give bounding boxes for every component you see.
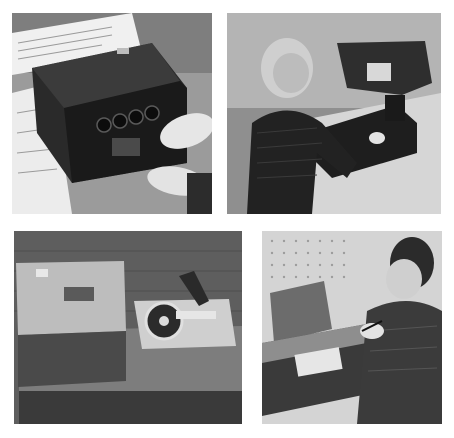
desk-reader-device-photo — [12, 13, 212, 214]
recorder-unit-photo — [14, 231, 242, 424]
man-writing-at-machine-photo — [262, 231, 442, 424]
girl-using-viewer-photo — [227, 13, 441, 214]
